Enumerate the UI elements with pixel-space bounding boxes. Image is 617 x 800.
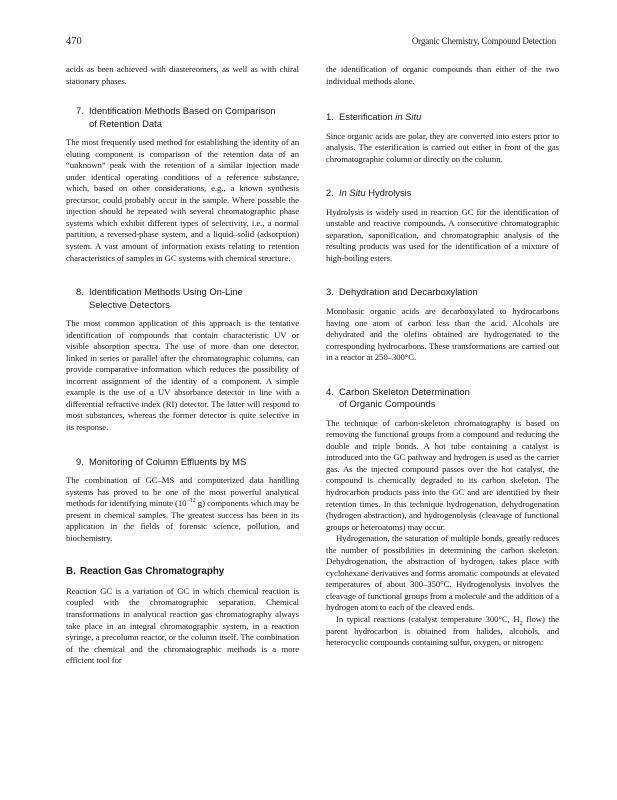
section-2-paragraph: Hydrolysis is widely used in reaction GC for the identification of unstable and reactive compounds. A consecutive chromatographic separation, saponification, and chromatographic analysis of the resulting products was used for the identification of a mixture of high-boiling esters. <box>326 206 559 263</box>
section-4-paragraph: The technique of carbon-skeleton chromatography is based on removing the functional groups from a compound and reducing the double and triple bonds. A hot tube containing a catalyst is introduced into the GC pathway and hydrogen is used as the carrier gas. As the injected compound passes over the hot catalyst, the compound is chemically degraded to its carbon skeleton. The hydrocarbon products pass into the GC and are identified by their retention times. In this technique hydrogenation, dehydrogenation (hydrogen abstraction), and hydrogenolysis (cleavage of functional groups or heteroatoms) may occur. <box>326 417 559 532</box>
section-9-text-b: g) components which may be present in chemical samples. The greatest success has been in its application in the fields of forensic science, pollution, and biochemistry. <box>66 498 299 543</box>
paragraph-continued: acids as been achieved with diastereomers, as well as with chiral stationary phases. <box>66 64 299 86</box>
section-1-title: Esterification <box>339 111 393 123</box>
running-title: Organic Chemistry, Compound Detection <box>411 36 556 46</box>
section-2-heading <box>326 187 559 200</box>
section-2-title: Hydrolysis <box>368 187 412 199</box>
reaction-text-b: flow) the parent hydrocarbon is obtained from halides, alcohols, and heterocyclic compounds containing sulfur, oxygen, or nitrogen: <box>326 614 559 648</box>
section-8-heading <box>66 286 299 311</box>
section-3-title: Dehydration and Decarboxylation <box>339 286 478 298</box>
section-4-paragraph-2: Hydrogenation, the saturation of multiple bonds, greatly reduces the number of possibilities in determining the carbon skeleton. Dehydrogenation, the abstraction of hydrogen, takes place with cyclohexane derivatives and forms aromatic compounds at elevated temperatures of about 300–350°C. Hydrogenolysis involves the cleavage of functional groups from a molecule and the addition of a hydrogen atom to each of the cleaved ends. <box>326 533 559 613</box>
right-column <box>326 64 559 649</box>
page-number: 470 <box>66 36 82 47</box>
section-7-heading <box>66 105 299 130</box>
section-9-number: 9. <box>76 455 84 467</box>
section-8-number: 8. <box>76 286 84 298</box>
section-1-heading <box>326 111 559 124</box>
section-8-title-line1: Identification Methods Using On-Line <box>89 286 243 298</box>
section-1-paragraph: Since organic acids are polar, they are converted into esters prior to analysis. The esterification is carried out either in front of the gas chromatographic column or directly on the column. <box>326 130 559 164</box>
section-7-number: 7. <box>76 105 84 117</box>
section-3-number: 3. <box>326 286 334 298</box>
section-3-heading <box>326 286 559 299</box>
section-4-title-line2: of Organic Compounds <box>339 398 436 410</box>
section-1-title-italic: in Situ <box>395 111 422 123</box>
left-column <box>66 64 299 667</box>
paragraph-continued-right: the identification of organic compounds than either of the two individual methods alone. <box>326 64 559 86</box>
section-4-paragraph-3 <box>326 614 559 649</box>
section-7-title-line1: Identification Methods Based on Comparison <box>89 105 276 117</box>
section-7-title-line2: of Retention Data <box>89 117 162 129</box>
section-B-title: Reaction Gas Chromatography <box>80 566 225 578</box>
section-4-title-line1: Carbon Skeleton Determination <box>339 385 470 397</box>
section-9-heading <box>66 456 299 469</box>
section-8-title-line2: Selective Detectors <box>89 298 170 310</box>
section-8-paragraph: The most common application of this approach is the tentative identification of compounds that contain characteristic UV or visible absorption spectra. The use of more than one detector, linked in series or parallel after the chromatographic columns, can provide comparative information which reduces the possibility of incorrent assignment of the identity of a component. A simple example is the use of a UV absorbance detector in line with a differential refractive index (RI) detector. The latter will respond to most substances, whereas the former detector is quite selective in its response. <box>66 318 299 433</box>
section-1-number: 1. <box>326 111 334 123</box>
section-4-heading <box>326 386 559 411</box>
section-2-number: 2. <box>326 187 334 199</box>
subscript: 2 <box>519 620 523 627</box>
section-9-paragraph <box>66 475 299 544</box>
exponent: −12 <box>186 498 196 505</box>
section-9-title: Monitoring of Column Effluents by MS <box>89 455 247 467</box>
section-4-number: 4. <box>326 385 334 397</box>
section-2-title-italic: In Situ <box>339 187 366 199</box>
section-B-letter: B. <box>66 566 76 578</box>
section-9-text-a: The combination of GC–MS and computerized data handling systems has proved to be one of the most powerful analytical methods for identifying minute (10 <box>66 475 299 509</box>
section-3-paragraph: Monobasic organic acids are decarboxylated to hydrocarbons having one atom of carbon less than the acid. Alcohols are dehydrated and the olefins obtained are hydrogenated to the corresponding hydrocarbons. These transformations are carried out in a reactor at 250–300°C. <box>326 305 559 363</box>
section-B-paragraph: Reaction GC is a variation of GC in which chemical reaction is coupled with the chromatographic separation. Chemical transformations in analytical reaction gas chromatography always take place in an integral chromatographic system, in a reaction syringe, a precolumn reactor, or the column itself. The combination of the chemical and the chromatographic methods is a more efficient tool for <box>66 585 299 666</box>
page-header <box>66 36 556 50</box>
section-7-paragraph: The most frequently used method for establishing the identity of an eluting component is comparison of the retention data of an “unknown” peak with the retention of a similar injection made under identical operating conditions of a reference substance, which, based on other considerations, e.g., a known synthesis precursor, could probably occur in the sample. Where possible the injection should be repeated with several chromatographic phase systems which exhibit different types of selectivity, i.e., a normal partition, a reversed-phase system, and a liquid–solid (adsorption) system. A vast amount of information exists relating to retention characteristics of samples in GC systems with chemical structure. <box>66 137 299 263</box>
section-B-heading <box>66 566 299 579</box>
reaction-text-a: In typical reactions (catalyst temperature 300°C, H <box>336 614 520 624</box>
